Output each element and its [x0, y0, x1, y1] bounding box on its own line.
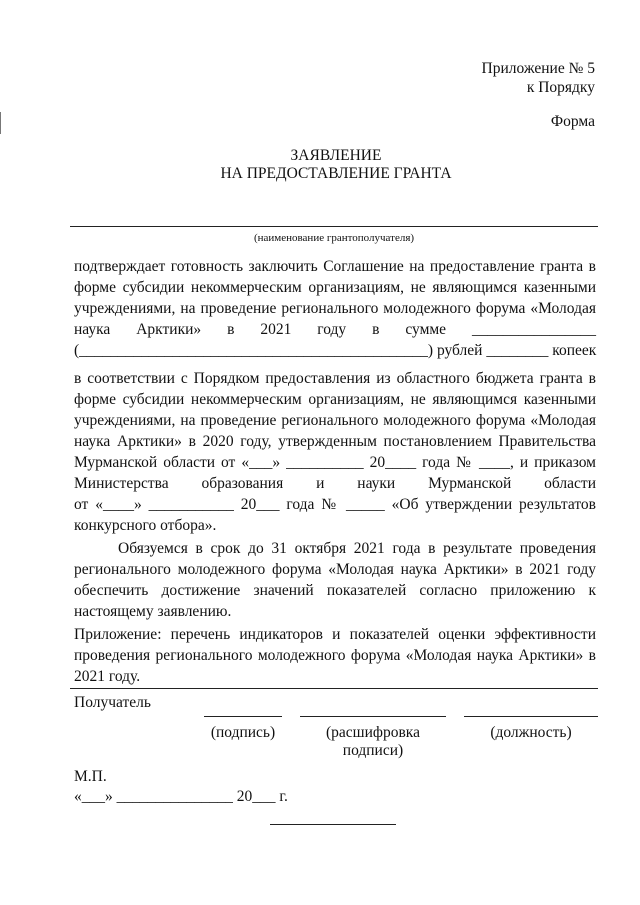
bottom-short-line [270, 824, 396, 825]
signature-decoding-line [300, 716, 446, 717]
page-subtitle: НА ПРЕДОСТАВЛЕНИЕ ГРАНТА [220, 165, 452, 182]
paragraph-basis [74, 368, 596, 536]
recipient-name-caption: (наименование грантополучателя) [253, 232, 415, 244]
scan-edge-mark [0, 112, 1, 134]
paragraph-line: настоящему заявлению. [74, 603, 232, 620]
paragraph-line: подтверждает готовность заключить Соглашение на предоставление гранта в [74, 258, 596, 275]
separator-line [70, 688, 598, 689]
paragraph-line: Обязуемся в срок до 31 октября 2021 года в результате проведения [118, 540, 596, 557]
paragraph-line: учреждениями, на проведение регионального молодежного форума «Молодая [74, 300, 596, 317]
paragraph-attachment [74, 624, 596, 687]
decoding-caption-second: подписи) [342, 742, 404, 759]
paragraph-line: наука Арктики» в 2021 году в сумме ________________ [74, 321, 596, 338]
paragraph-line: форме субсидии некоммерческим организациям, не являющимся казенными [74, 391, 596, 408]
page-title: ЗАЯВЛЕНИЕ [290, 147, 382, 164]
appendix-label: Приложение № 5 [481, 60, 595, 77]
paragraph-line: Министерства образования и науки Мурманской области [74, 475, 596, 492]
position-caption: (должность) [490, 724, 572, 741]
paragraph-line: Приложение: перечень индикаторов и показателей оценки эффективности [74, 626, 596, 643]
decoding-caption: (расшифровка [326, 724, 420, 741]
paragraph-line: форме субсидии некоммерческим организациям, не являющимся казенными [74, 279, 596, 296]
recipient-label: Получатель [74, 694, 151, 711]
paragraph-line: (_____________________________________________) рублей ________ копеек [74, 342, 597, 359]
paragraph-readiness [74, 256, 596, 361]
paragraph-line: конкурсного отбора». [74, 517, 217, 534]
paragraph-obligation [74, 538, 596, 622]
signature-line [204, 716, 282, 717]
stamp-date-line: «___» _______________ 20___ г. [74, 788, 288, 805]
to-order-label: к Порядку [526, 79, 595, 96]
paragraph-line: обеспечить достижение значений показателей согласно приложению к [74, 582, 596, 599]
paragraph-line: от «____» ___________ 20___ года № _____ «Об утверждении результатов [74, 496, 596, 513]
paragraph-line: 2021 году. [74, 668, 141, 685]
paragraph-line: наука Арктики» в 2020 году, утвержденным постановлением Правительства [74, 433, 596, 450]
signature-caption: (подпись) [210, 724, 276, 741]
paragraph-line: регионального молодежного форума «Молодая наука Арктики» в 2021 году [74, 561, 596, 578]
paragraph-line: проведения регионального молодежного форума «Молодая наука Арктики» в [74, 647, 596, 664]
paragraph-line: Мурманской области от «___» __________ 20____ года № ____, и приказом [74, 454, 596, 471]
paragraph-line: в соответствии с Порядком предоставления из областного бюджета гранта в [74, 370, 596, 387]
stamp-label: М.П. [74, 768, 107, 785]
recipient-name-line [70, 226, 598, 227]
position-line [464, 716, 598, 717]
form-label: Форма [550, 113, 595, 130]
paragraph-line: учреждениями, на проведение регионального молодежного форума «Молодая [74, 412, 596, 429]
